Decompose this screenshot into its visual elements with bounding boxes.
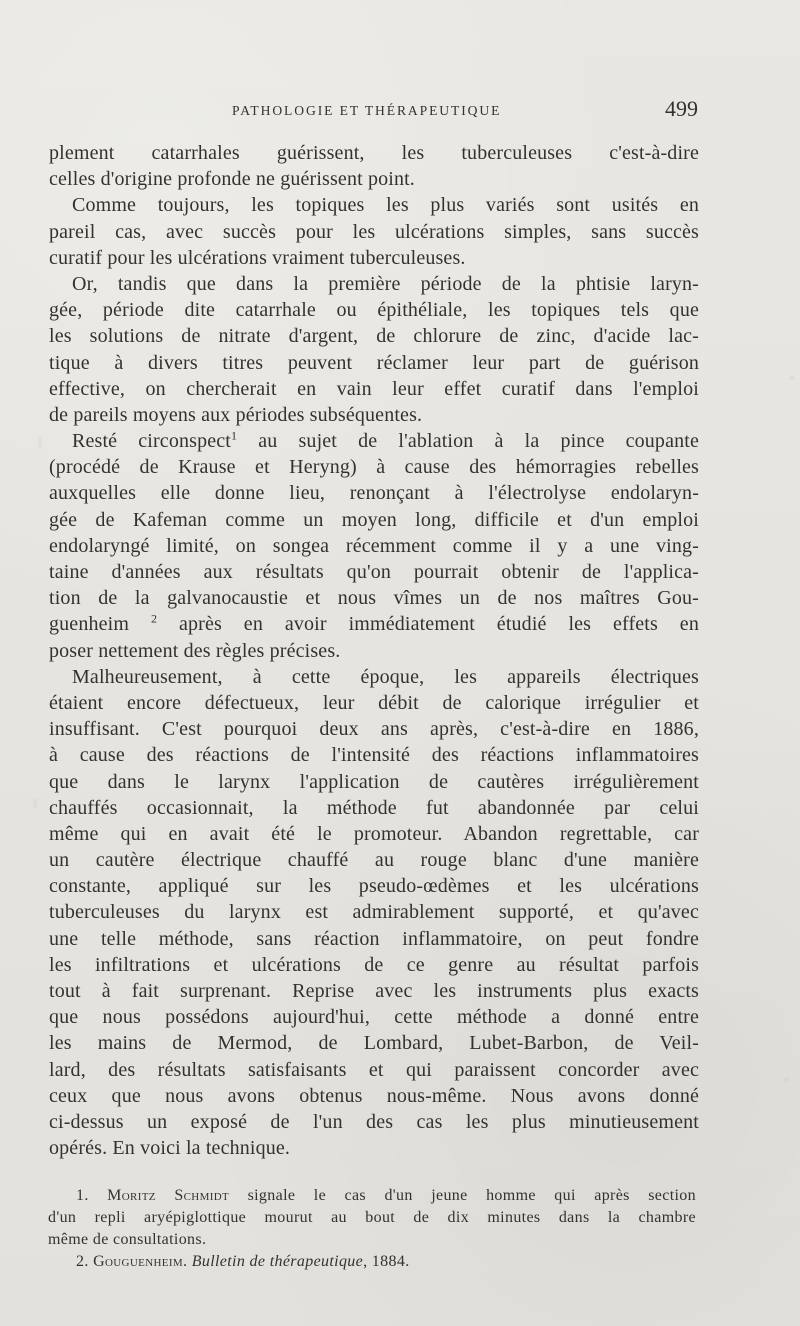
text-line: auxquelles elle donne lieu, renonçant à l'électrolyse endolaryn-	[49, 482, 699, 505]
text-line: opérés. En voici la technique.	[49, 1137, 291, 1160]
footnotes	[48, 1185, 696, 1273]
text-line: chauffés occasionnait, la méthode fut abandonnée par celui	[49, 796, 699, 819]
text-line-with-footnote-ref	[49, 611, 699, 637]
page-number: 499	[665, 96, 698, 121]
text-line: de pareils moyens aux périodes subséquentes.	[49, 403, 423, 426]
main-text	[49, 140, 699, 1161]
text-line: un cautère électrique chauffé au rouge blanc d'une manière	[49, 849, 699, 872]
footnote-title: Bulletin de thérapeutique	[191, 1253, 364, 1270]
text-line: même qui en avait été le promoteur. Abandon regrettable, car	[49, 822, 699, 845]
text-fragment: après en avoir immédiatement étudié les effets en	[178, 613, 699, 636]
footnote-number: 1.	[76, 1187, 89, 1204]
text-line: à cause des réactions de l'intensité des réactions inflammatoires	[49, 744, 699, 767]
footnote-ref: 2	[150, 611, 158, 626]
footnote-text: signale le cas d'un jeune homme qui après section	[247, 1187, 696, 1204]
footnote-author: Moritz Schmidt	[107, 1187, 230, 1204]
footnote-ref: 1	[230, 428, 238, 443]
paper-smudge	[790, 376, 794, 380]
text-line: que nous possédons aujourd'hui, cette méthode a donné entre	[49, 1006, 699, 1029]
footnote-number: 2.	[76, 1253, 89, 1270]
text-line: (procédé de Krause et Heryng) à cause des hémorragies rebelles	[49, 456, 699, 479]
running-head: PATHOLOGIE ET THÉRAPEUTIQUE	[232, 103, 502, 118]
text-line: plement catarrhales guérissent, les tuberculeuses c'est-à-dire	[49, 142, 699, 164]
footnote-author: Gouguenheim.	[93, 1253, 188, 1270]
footnote-1-continued: même de consultations.	[48, 1231, 207, 1248]
text-line: poser nettement des règles précises.	[49, 639, 341, 662]
text-line: tion de la galvanocaustie et nous vîmes un de nos maîtres Gou-	[49, 587, 699, 610]
text-line: endolaryngé limité, on songea récemment comme il y a une ving-	[49, 534, 699, 557]
paper-smudge	[34, 799, 36, 808]
text-fragment: Resté circonspect	[72, 430, 231, 453]
paper-smudge	[39, 438, 41, 448]
text-line: pareil cas, avec succès pour les ulcérations simples, sans succès	[49, 220, 699, 243]
footnote-2	[76, 1251, 696, 1273]
text-line: tout à fait surprenant. Reprise avec les instruments plus exacts	[49, 980, 699, 1002]
text-line: celles d'origine profonde ne guérissent point.	[49, 168, 415, 191]
text-line: les mains de Mermod, de Lombard, Lubet-Barbon, de Veil-	[49, 1032, 699, 1055]
text-line: tuberculeuses du larynx est admirablement supporté, et qu'avec	[49, 901, 699, 924]
text-line: les solutions de nitrate d'argent, de chlorure de zinc, d'acide lac-	[49, 325, 699, 348]
text-line: étaient encore défectueux, leur débit de calorique irrégulier et	[49, 691, 699, 714]
text-line: Or, tandis que dans la première période de la phtisie laryn-	[72, 272, 699, 295]
text-line: effective, on chercherait en vain leur effet curatif dans l'emploi	[49, 377, 699, 400]
text-line-with-footnote-ref	[49, 428, 699, 454]
text-line: Malheureusement, à cette époque, les appareils électriques	[72, 665, 699, 688]
text-line: tique à divers titres peuvent réclamer leur part de guérison	[49, 351, 699, 374]
text-line: constante, appliqué sur les pseudo-œdèmes et les ulcérations	[49, 875, 699, 898]
text-line: curatif pour les ulcérations vraiment tuberculeuses.	[49, 246, 466, 269]
text-fragment: guenheim	[49, 613, 130, 636]
footnote-1-continued: d'un repli aryépiglottique mourut au bout de dix minutes dans la chambre	[48, 1209, 696, 1226]
text-line: ceux que nous avons obtenus nous-même. Nous avons donné	[49, 1084, 699, 1107]
text-fragment: au sujet de l'ablation à la pince coupante	[258, 430, 699, 453]
text-line: gée de Kafeman comme un moyen long, difficile et d'un emploi	[49, 508, 699, 531]
text-line: que dans le larynx l'application de cautères irrégulièrement	[49, 770, 699, 793]
text-line: gée, période dite catarrhale ou épithéliale, les topiques tels que	[49, 299, 699, 322]
footnote-date: , 1884.	[363, 1253, 410, 1270]
text-line: une telle méthode, sans réaction inflammatoire, on peut fondre	[49, 927, 699, 950]
text-line: les infiltrations et ulcérations de ce genre au résultat parfois	[49, 953, 699, 976]
text-line: insuffisant. C'est pourquoi deux ans après, c'est-à-dire en 1886,	[49, 718, 699, 741]
text-line: lard, des résultats satisfaisants et qui paraissent concorder avec	[49, 1058, 699, 1081]
text-line: ci-dessus un exposé de l'un des cas les plus minutieusement	[49, 1110, 699, 1133]
footnote-1	[76, 1185, 696, 1207]
paper-smudge	[785, 1078, 788, 1081]
text-line: taine d'années aux résultats qu'on pourrait obtenir de l'applica-	[49, 561, 699, 583]
text-line: Comme toujours, les topiques les plus variés sont usités en	[72, 194, 699, 217]
